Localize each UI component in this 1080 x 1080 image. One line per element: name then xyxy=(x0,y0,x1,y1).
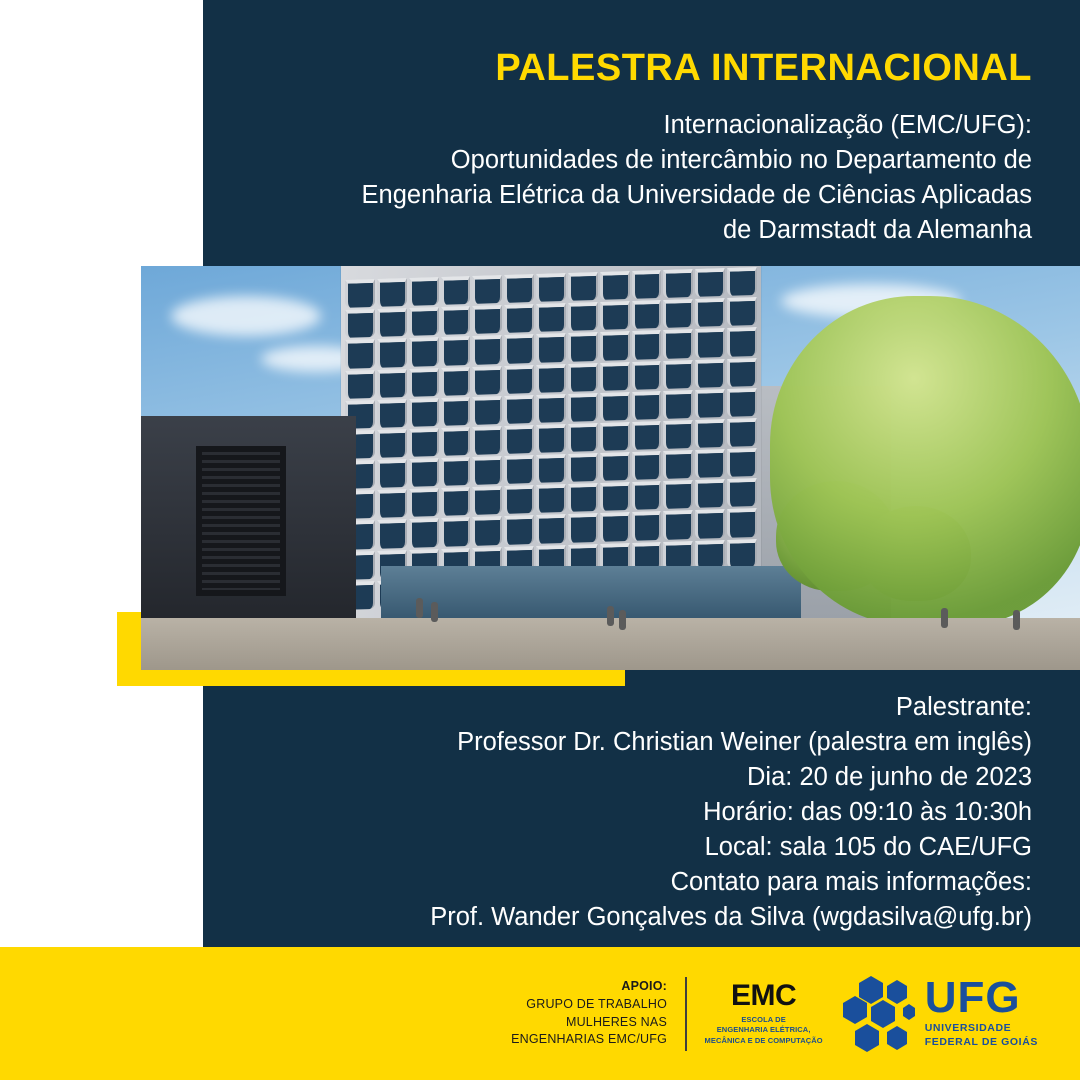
facade-window xyxy=(504,485,534,514)
header-block xyxy=(232,48,1032,247)
facade-window xyxy=(663,420,693,449)
cloud-shape xyxy=(171,296,321,336)
facade-window xyxy=(441,427,471,456)
facade-window xyxy=(441,397,471,426)
facade-window xyxy=(568,272,598,301)
pedestrian xyxy=(619,610,626,630)
apoio-line-2: MULHERES NAS xyxy=(565,1014,667,1029)
facade-window xyxy=(345,309,375,338)
facade-window xyxy=(663,480,693,509)
apoio-block xyxy=(511,978,667,1049)
details-line-contact-label: Contato para mais informações: xyxy=(670,867,1032,896)
facade-window xyxy=(409,488,439,517)
facade-window xyxy=(472,335,502,364)
facade-window xyxy=(727,357,757,386)
facade-window xyxy=(695,479,725,508)
facade-window xyxy=(472,275,502,304)
footer-logos xyxy=(511,947,1038,1080)
ufg-hexagon-icon xyxy=(841,974,915,1054)
facade-window xyxy=(632,421,662,450)
facade-window xyxy=(727,327,757,356)
facade-window xyxy=(409,277,439,306)
pedestrian xyxy=(1013,610,1020,630)
facade-window xyxy=(472,365,502,394)
facade-window xyxy=(727,539,757,568)
ufg-text-block xyxy=(924,973,1038,1049)
header-subtitle xyxy=(232,108,1032,248)
facade-window xyxy=(568,393,598,422)
facade-window xyxy=(695,268,725,297)
facade-window xyxy=(727,478,757,507)
facade-window xyxy=(504,274,534,303)
facade-window xyxy=(441,457,471,486)
facade-window xyxy=(568,453,598,482)
facade-window xyxy=(536,484,566,513)
facade-window xyxy=(568,362,598,391)
facade-window xyxy=(504,395,534,424)
building-entrance-shutter xyxy=(196,446,286,596)
emc-sub-line-2: ENGENHARIA ELÉTRICA, xyxy=(716,1025,811,1035)
details-line-speaker-name: Professor Dr. Christian Weiner (palestra em inglês) xyxy=(457,727,1032,756)
facade-window xyxy=(695,509,725,538)
subtitle-line-4: de Darmstadt da Alemanha xyxy=(722,215,1032,244)
facade-window xyxy=(600,331,630,360)
emc-logo xyxy=(705,981,823,1045)
subtitle-line-2: Oportunidades de intercâmbio no Departamento de xyxy=(450,145,1032,174)
facade-window xyxy=(695,389,725,418)
facade-window xyxy=(472,516,502,545)
facade-window xyxy=(632,481,662,510)
facade-window xyxy=(409,518,439,547)
facade-window xyxy=(409,428,439,457)
facade-window xyxy=(600,301,630,330)
facade-window xyxy=(727,448,757,477)
facade-window xyxy=(600,361,630,390)
facade-window xyxy=(568,423,598,452)
facade-window xyxy=(663,359,693,388)
facade-window xyxy=(441,336,471,365)
facade-window xyxy=(663,390,693,419)
facade-window xyxy=(600,482,630,511)
pedestrian xyxy=(941,608,948,628)
facade-window xyxy=(377,429,407,458)
facade-window xyxy=(632,270,662,299)
details-line-location: Local: sala 105 do CAE/UFG xyxy=(704,832,1032,861)
facade-window xyxy=(568,513,598,542)
apoio-line-3: ENGENHARIAS EMC/UFG xyxy=(511,1032,667,1047)
event-details xyxy=(212,690,1032,934)
emc-sub-line-1: ESCOLA DE xyxy=(741,1015,786,1025)
facade-window xyxy=(441,487,471,516)
facade-window xyxy=(727,267,757,296)
facade-window xyxy=(472,486,502,515)
willow-tree xyxy=(770,296,1080,626)
pedestrian xyxy=(607,606,614,626)
footer-bar xyxy=(0,947,1080,1080)
facade-window xyxy=(695,449,725,478)
pedestrian xyxy=(416,598,423,618)
facade-window xyxy=(504,455,534,484)
subtitle-line-1: Internacionalização (EMC/UFG): xyxy=(663,110,1032,139)
facade-window xyxy=(536,273,566,302)
facade-window-grid xyxy=(345,267,757,610)
facade-window xyxy=(345,279,375,308)
facade-window xyxy=(536,394,566,423)
ufg-logo xyxy=(841,974,1038,1054)
facade-window xyxy=(409,458,439,487)
facade-window xyxy=(377,519,407,548)
facade-window xyxy=(472,396,502,425)
facade-window xyxy=(663,269,693,298)
facade-window xyxy=(727,508,757,537)
facade-window xyxy=(568,483,598,512)
facade-window xyxy=(663,329,693,358)
facade-window xyxy=(632,300,662,329)
facade-window xyxy=(536,363,566,392)
facade-window xyxy=(663,510,693,539)
facade-window xyxy=(632,451,662,480)
facade-window xyxy=(441,306,471,335)
facade-window xyxy=(568,302,598,331)
facade-window xyxy=(568,332,598,361)
facade-window xyxy=(695,419,725,448)
facade-window xyxy=(409,398,439,427)
ufg-tag-line-1: UNIVERSIDADE xyxy=(924,1022,1012,1035)
apoio-line-1: GRUPO DE TRABALHO xyxy=(526,996,667,1011)
facade-window xyxy=(377,278,407,307)
facade-window xyxy=(600,512,630,541)
ufg-tagline xyxy=(925,1022,1038,1049)
details-line-contact-person: Prof. Wander Gonçalves da Silva (wgdasilva@ufg.br) xyxy=(430,902,1032,931)
facade-window xyxy=(441,276,471,305)
ufg-wordmark: UFG xyxy=(924,973,1021,1023)
facade-window xyxy=(536,424,566,453)
facade-window xyxy=(345,339,375,368)
facade-window xyxy=(504,515,534,544)
details-line-date: Dia: 20 de junho de 2023 xyxy=(747,762,1032,791)
facade-window xyxy=(727,297,757,326)
footer-divider xyxy=(685,977,687,1051)
facade-window xyxy=(695,358,725,387)
facade-window xyxy=(504,364,534,393)
facade-window xyxy=(345,369,375,398)
facade-window xyxy=(377,489,407,518)
facade-window xyxy=(441,517,471,546)
facade-window xyxy=(472,305,502,334)
facade-window xyxy=(600,271,630,300)
facade-window xyxy=(409,337,439,366)
facade-window xyxy=(663,299,693,328)
facade-window xyxy=(504,425,534,454)
facade-window xyxy=(695,540,725,569)
emc-wordmark: EMC xyxy=(731,979,797,1013)
details-line-time: Horário: das 09:10 às 10:30h xyxy=(703,797,1032,826)
facade-window xyxy=(441,366,471,395)
facade-window xyxy=(536,514,566,543)
ground-floor-glazing xyxy=(381,566,801,626)
facade-window xyxy=(472,456,502,485)
ufg-tag-line-2: FEDERAL DE GOIÁS xyxy=(924,1035,1038,1048)
facade-window xyxy=(632,330,662,359)
facade-window xyxy=(695,328,725,357)
facade-window xyxy=(727,418,757,447)
subtitle-line-3: Engenharia Elétrica da Universidade de Ciências Aplicadas xyxy=(361,180,1032,209)
pedestrian xyxy=(431,602,438,622)
facade-window xyxy=(504,334,534,363)
facade-window xyxy=(409,307,439,336)
facade-window xyxy=(536,303,566,332)
facade-window xyxy=(600,452,630,481)
details-line-speaker-label: Palestrante: xyxy=(895,693,1032,721)
facade-window xyxy=(409,367,439,396)
facade-window xyxy=(663,450,693,479)
facade-window xyxy=(377,368,407,397)
facade-window xyxy=(504,304,534,333)
facade-window xyxy=(727,388,757,417)
facade-window xyxy=(377,338,407,367)
facade-window xyxy=(600,392,630,421)
facade-window xyxy=(632,391,662,420)
apoio-heading: APOIO: xyxy=(621,979,667,993)
shutter-slats xyxy=(202,452,280,590)
building-photo xyxy=(141,266,1080,670)
facade-window xyxy=(632,511,662,540)
facade-window xyxy=(377,308,407,337)
facade-window xyxy=(472,426,502,455)
page-title: PALESTRA INTERNACIONAL xyxy=(495,47,1032,89)
facade-window xyxy=(536,333,566,362)
emc-sub-line-3: MECÂNICA E DE COMPUTAÇÃO xyxy=(704,1035,823,1045)
facade-window xyxy=(536,454,566,483)
facade-window xyxy=(600,422,630,451)
facade-window xyxy=(695,298,725,327)
facade-window xyxy=(377,459,407,488)
facade-window xyxy=(632,360,662,389)
facade-window xyxy=(377,399,407,428)
emc-subtitle xyxy=(705,1015,823,1045)
